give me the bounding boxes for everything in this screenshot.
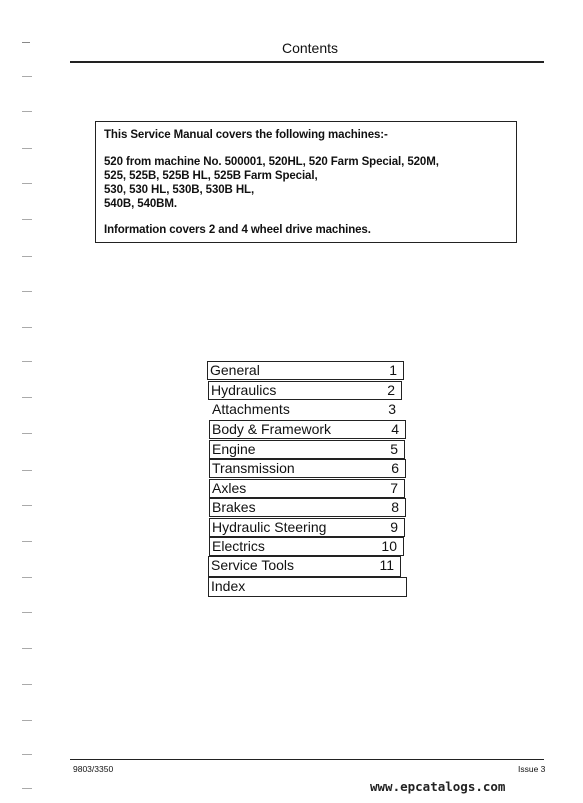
toc-section-number: 3 <box>388 401 396 417</box>
header-divider <box>70 61 544 63</box>
toc-item-engine[interactable] <box>209 440 405 459</box>
toc-section-number: 8 <box>391 499 399 515</box>
toc-label: Electrics <box>212 538 265 554</box>
toc-label: Brakes <box>212 499 256 515</box>
toc-section-number: 11 <box>379 557 394 573</box>
toc-label: Attachments <box>212 401 290 417</box>
toc-item-transmission[interactable] <box>209 459 406 478</box>
toc-label: Hydraulics <box>211 382 277 398</box>
toc-label: Index <box>211 578 246 594</box>
machine-line: 540B, 540BM. <box>104 198 177 210</box>
toc-item-body-framework[interactable] <box>209 420 406 439</box>
toc-label: Body & Framework <box>212 421 332 437</box>
toc-label: General <box>210 362 260 378</box>
machine-line: 530, 530 HL, 530B, 530B HL, <box>104 184 255 196</box>
notice-intro: This Service Manual covers the following machines:- <box>104 129 388 141</box>
page-title: Contents <box>281 40 339 56</box>
toc-item-general[interactable] <box>207 361 404 380</box>
toc-label: Transmission <box>212 460 295 476</box>
notice-info: Information covers 2 and 4 wheel drive machines. <box>104 224 371 236</box>
toc-section-number: 4 <box>391 421 399 437</box>
toc-section-number: 7 <box>390 480 398 496</box>
machine-line: 520 from machine No. 500001, 520HL, 520 Farm Special, 520M, <box>104 156 439 168</box>
toc-section-number: 9 <box>390 519 398 535</box>
toc-item-service-tools[interactable] <box>208 556 401 577</box>
toc-label: Service Tools <box>211 557 295 573</box>
toc-label: Axles <box>212 480 247 496</box>
toc-section-number: 10 <box>381 538 397 554</box>
toc-item-hydraulics[interactable] <box>208 381 402 400</box>
toc-label: Engine <box>212 441 256 457</box>
document-number: 9803/3350 <box>73 764 114 774</box>
toc-section-number: 2 <box>387 382 395 398</box>
toc-item-electrics[interactable] <box>209 537 404 556</box>
footer-divider <box>70 759 544 760</box>
site-watermark: www.epcatalogs.com <box>370 779 506 794</box>
machine-line: 525, 525B, 525B HL, 525B Farm Special, <box>104 170 318 182</box>
toc-item-attachments[interactable] <box>209 400 403 419</box>
issue-label: Issue 3 <box>518 764 546 774</box>
toc-item-brakes[interactable] <box>209 498 406 517</box>
toc-section-number: 1 <box>389 362 397 378</box>
toc-item-index[interactable] <box>208 577 407 597</box>
toc-section-number: 6 <box>391 460 399 476</box>
toc-item-hydraulic-steering[interactable] <box>209 518 405 537</box>
toc-item-axles[interactable] <box>209 479 405 498</box>
toc-label: Hydraulic Steering <box>212 519 327 535</box>
toc-section-number: 5 <box>390 441 398 457</box>
